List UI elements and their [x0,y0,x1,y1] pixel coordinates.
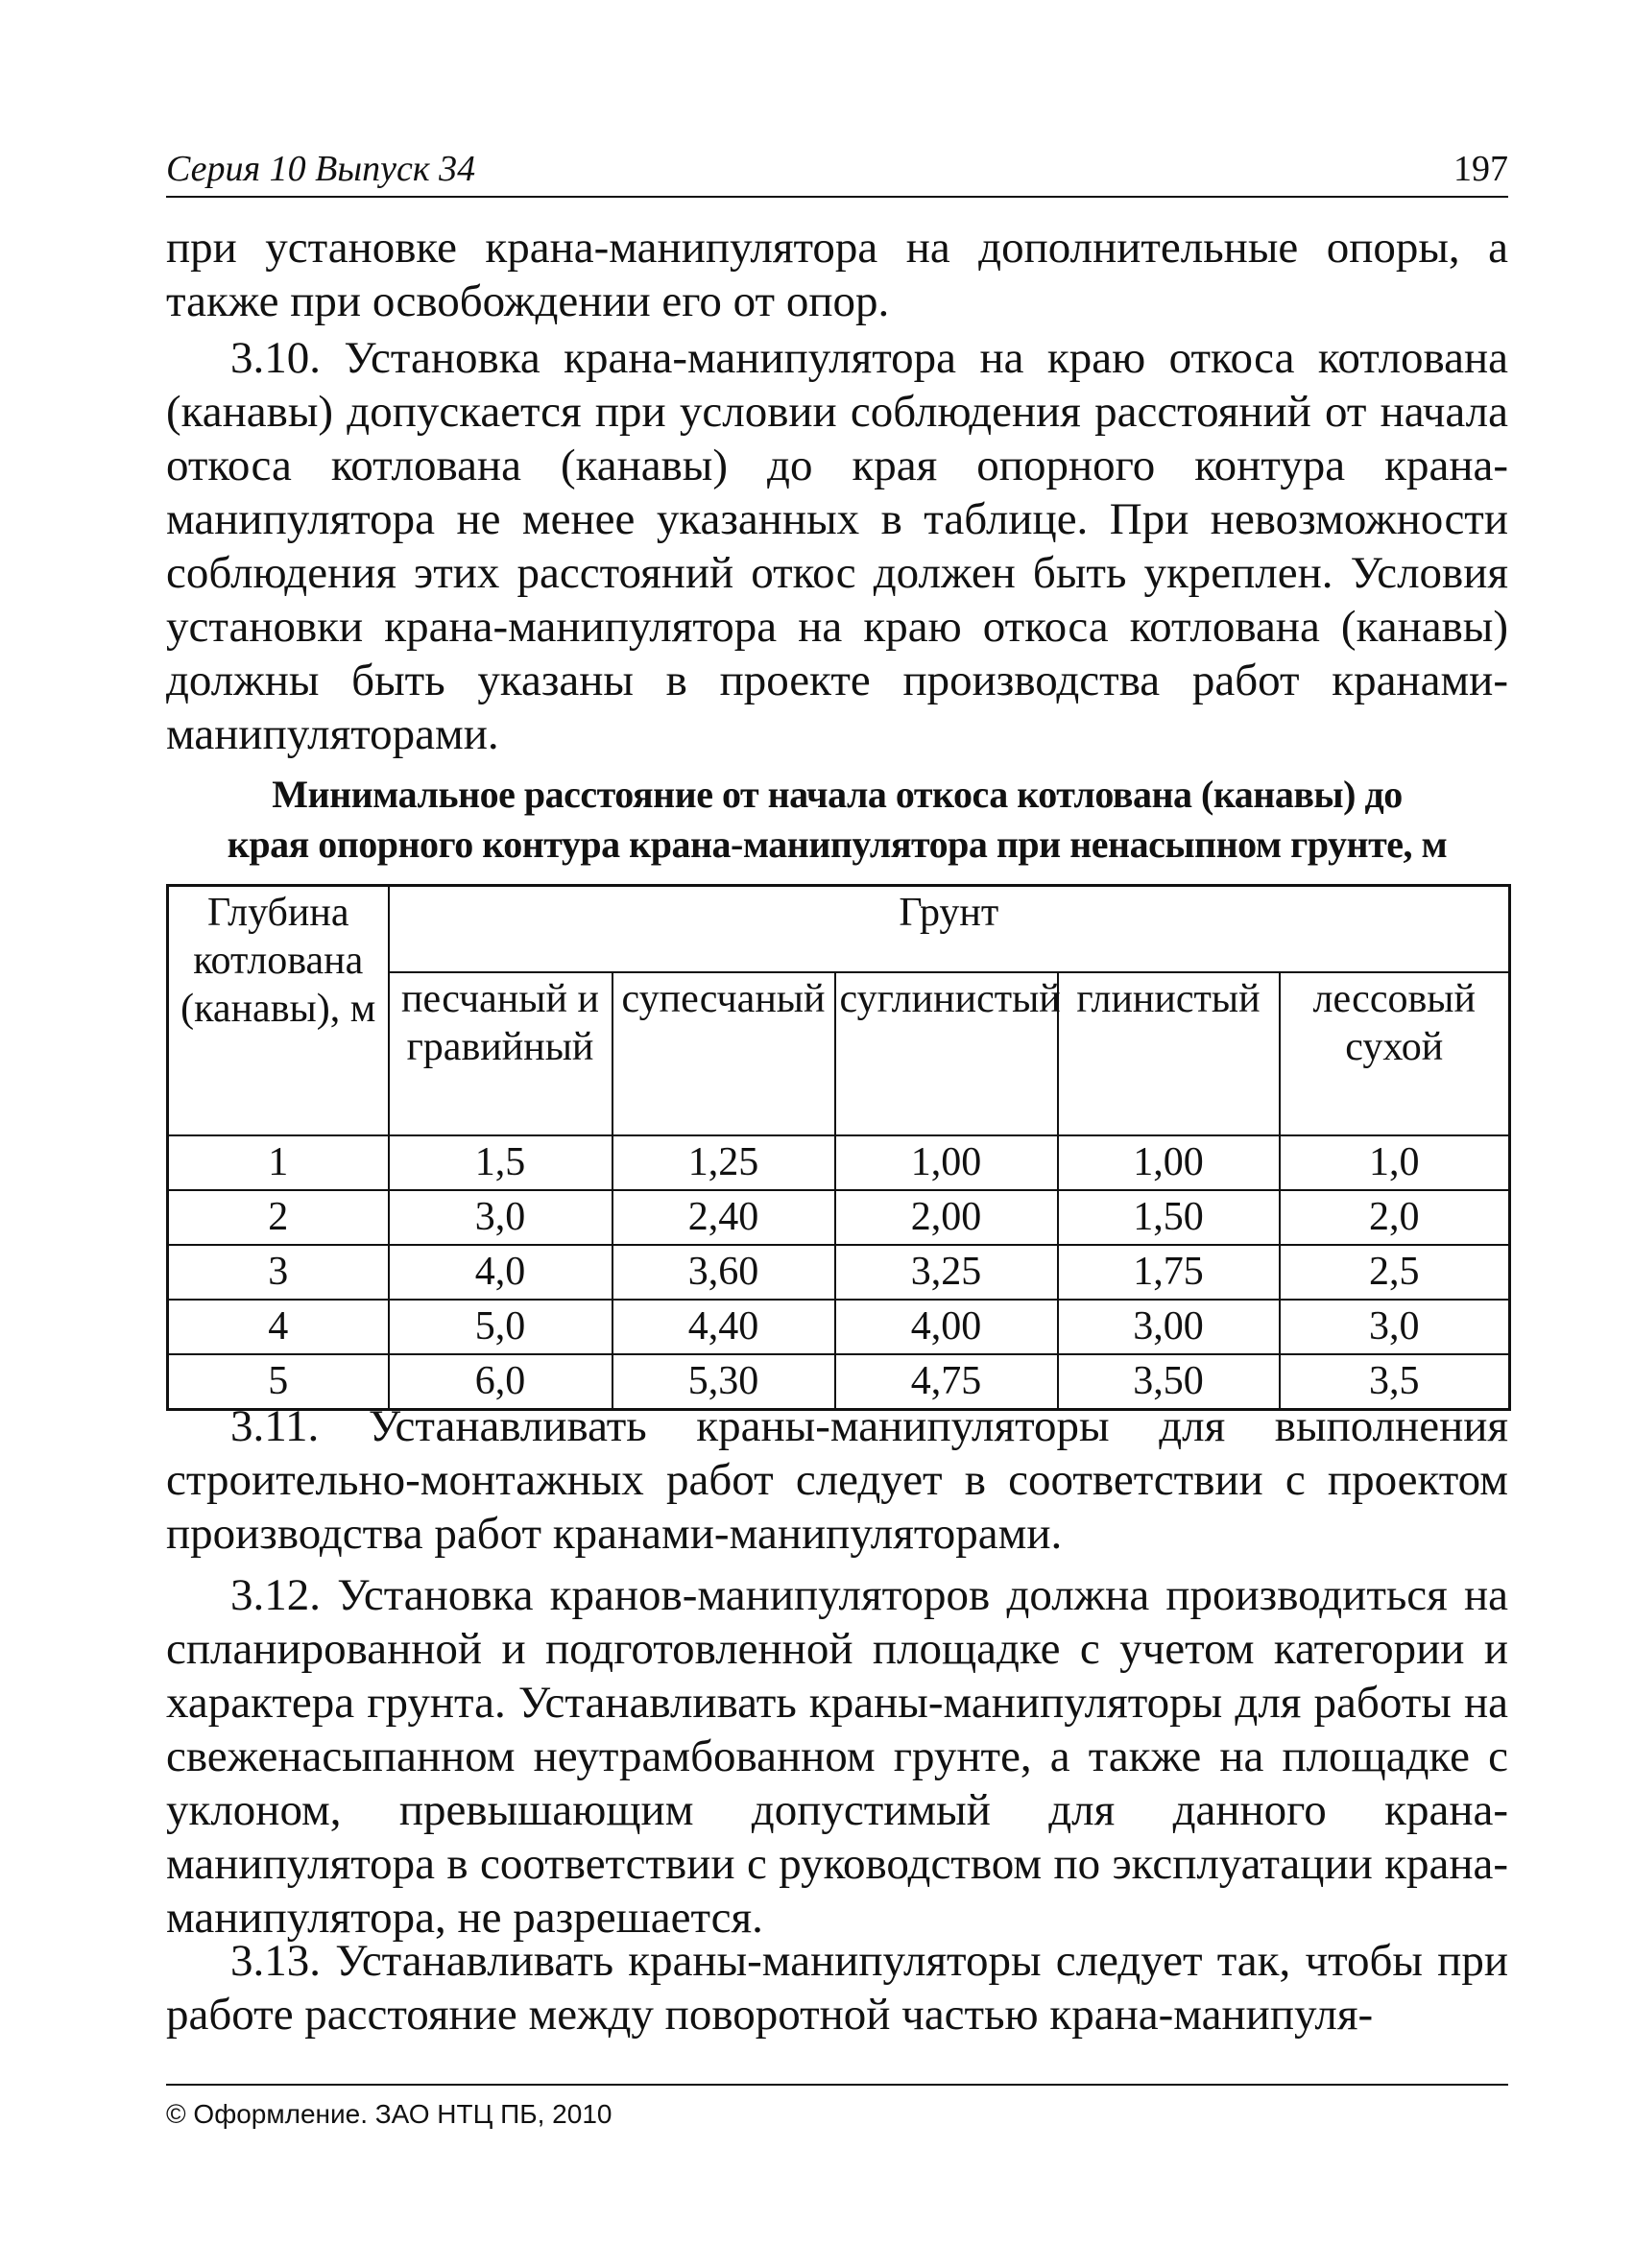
value-cell: 1,50 [1058,1190,1280,1245]
soil-column-header: суглинистый [835,972,1058,1135]
value-cell: 3,00 [1058,1300,1280,1354]
copyright-notice: © Оформление. ЗАО НТЦ ПБ, 2010 [166,2099,612,2129]
depth-cell: 5 [168,1354,389,1410]
table-caption-line-1: Минимальное расстояние от начала откоса котлована (канавы) до [272,773,1403,816]
depth-cell: 4 [168,1300,389,1354]
page-footer [166,2084,1508,2129]
distance-table [166,884,1511,1411]
paragraph-continuation: при установке крана-манипулятора на дополнительные опоры, а также при освобождении его от опор. [166,223,1508,326]
table-row [168,1135,1510,1190]
value-cell: 2,5 [1280,1245,1510,1300]
soil-column-header: глинистый [1058,972,1280,1135]
value-cell: 1,75 [1058,1245,1280,1300]
value-cell: 1,00 [1058,1135,1280,1190]
value-cell: 5,0 [389,1300,612,1354]
soil-column-header: супесчаный [612,972,835,1135]
running-header [166,146,1508,198]
value-cell: 4,0 [389,1245,612,1300]
value-cell: 1,25 [612,1135,835,1190]
depth-cell: 2 [168,1190,389,1245]
value-cell: 3,5 [1280,1354,1510,1410]
value-cell: 1,5 [389,1135,612,1190]
soil-column-header: лессовый сухой [1280,972,1510,1135]
depth-cell: 1 [168,1135,389,1190]
table-row [168,1190,1510,1245]
table-caption-line-2: края опорного контура крана-манипулятора при ненасыпном грунте, м [227,823,1448,866]
value-cell: 5,30 [612,1354,835,1410]
table-row [168,1245,1510,1300]
depth-cell: 3 [168,1245,389,1300]
table-row [168,1300,1510,1354]
value-cell: 3,60 [612,1245,835,1300]
paragraph-3-12: 3.12. Установка кранов-манипуляторов должна производиться на спланированной и подготовленной площадке с учетом категории и характера грунта. Устанавливать краны-манипуляторы для работы на свеженасыпанном неутрамбованном грунте, а также на площадке с уклоном, превышающим допустимый для данного крана-манипулятора в соответствии с руководством по эксплуатации крана-манипулятора, не разрешается. [166,1570,1508,1943]
value-cell: 6,0 [389,1354,612,1410]
value-cell: 3,25 [835,1245,1058,1300]
series-title: Серия 10 Выпуск 34 [166,149,476,189]
paragraph-3-10: 3.10. Установка крана-манипулятора на краю откоса котлована (канавы) допускается при условии соблюдения расстояний от начала откоса котлована (канавы) до края опорного контура крана-манипулятора не менее указанных в таблице. При невозможности соблюдения этих расстояний откос должен быть укреплен. Условия установки крана-манипулятора на краю откоса котлована (канавы) должны быть указаны в проекте производства работ кранами-манипуляторами. [166,333,1508,759]
paragraph-3-13: 3.13. Устанавливать краны-манипуляторы следует так, чтобы при работе расстояние между поворотной частью крана-манипуля- [166,1936,1508,2040]
depth-column-header: Глубина котлована (канавы), м [168,886,389,1136]
page-number: 197 [1453,149,1508,189]
value-cell: 4,00 [835,1300,1058,1354]
value-cell: 4,40 [612,1300,835,1354]
table-caption [166,770,1508,870]
value-cell: 2,00 [835,1190,1058,1245]
value-cell: 1,00 [835,1135,1058,1190]
value-cell: 3,0 [389,1190,612,1245]
paragraph-3-11: 3.11. Устанавливать краны-манипуляторы для выполнения строительно-монтажных работ следует в соответствии с проектом производства работ кранами-манипуляторами. [166,1401,1508,1559]
value-cell: 1,0 [1280,1135,1510,1190]
value-cell: 3,0 [1280,1300,1510,1354]
value-cell: 2,40 [612,1190,835,1245]
value-cell: 2,0 [1280,1190,1510,1245]
soil-column-header: песчаный и гравийный [389,972,612,1135]
value-cell: 3,50 [1058,1354,1280,1410]
soil-group-header: Грунт [389,886,1510,973]
value-cell: 4,75 [835,1354,1058,1410]
